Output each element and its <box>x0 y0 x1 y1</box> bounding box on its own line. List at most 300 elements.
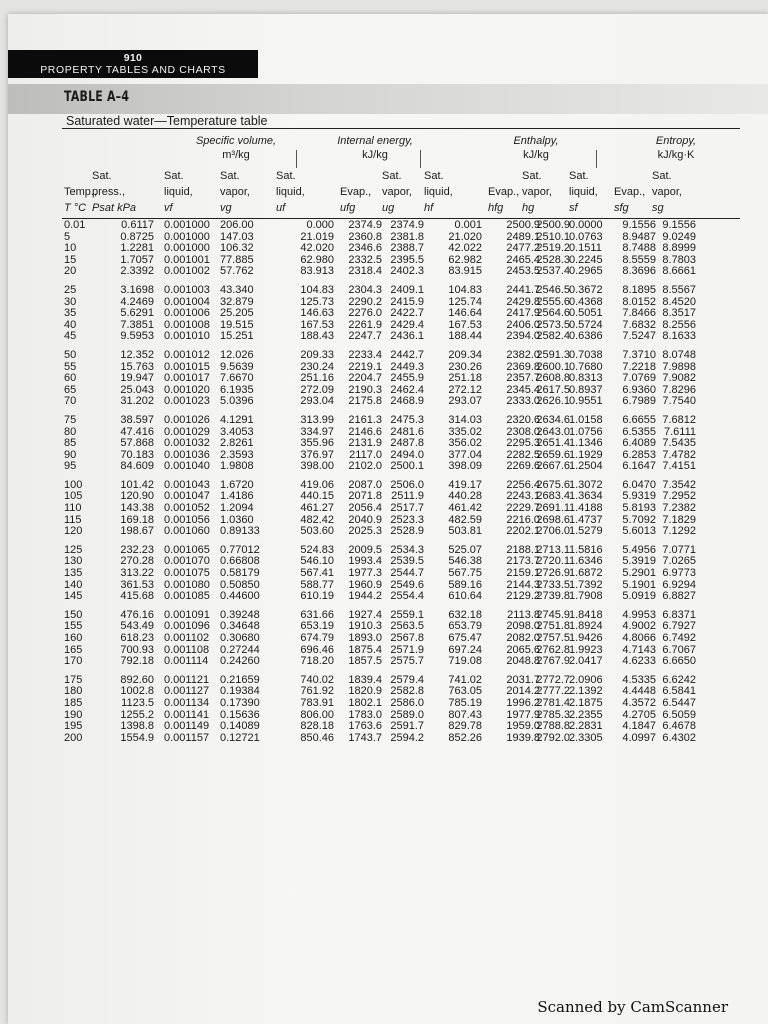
cell-ufg: 2332.5 <box>348 253 382 266</box>
cell-sg: 7.4782 <box>662 448 696 461</box>
cell-vg: 0.39248 <box>220 608 260 621</box>
cell-hfg: 1939.8 <box>506 731 540 744</box>
column-header-line: liquid, <box>164 186 193 198</box>
cell-uf: 21.019 <box>300 230 334 243</box>
cell-uf: 272.09 <box>300 383 334 396</box>
cell-hfg: 2417.9 <box>506 307 540 320</box>
cell-hfg: 2048.8 <box>506 655 540 668</box>
cell-hg: 2745.9 <box>536 608 570 621</box>
cell-sfg: 5.6013 <box>622 525 656 538</box>
cell-ufg: 2360.8 <box>348 230 382 243</box>
cell-vg: 3.4053 <box>220 425 254 438</box>
cell-uf: 524.83 <box>300 543 334 556</box>
cell-hfg: 2098.0 <box>506 620 540 633</box>
cell-vf: 0.001006 <box>164 307 210 320</box>
column-header-line <box>340 168 382 184</box>
cell-sfg: 6.1647 <box>622 460 656 473</box>
cell-ug: 2549.6 <box>390 578 424 591</box>
column-header-line: vapor, <box>220 186 250 198</box>
cell-ufg: 2219.1 <box>348 360 382 373</box>
cell-hg: 2777.2 <box>536 685 570 698</box>
cell-sfg: 7.3710 <box>622 348 656 361</box>
column-header-line: vf <box>164 202 173 214</box>
cell-vf: 0.001004 <box>164 295 210 308</box>
cell-temp: 20 <box>64 265 77 278</box>
cell-vf: 0.001114 <box>164 655 209 668</box>
cell-sfg: 5.7092 <box>622 513 656 526</box>
cell-hf: 314.03 <box>448 413 482 426</box>
cell-sg: 7.0771 <box>662 543 696 556</box>
cell-sg: 7.0265 <box>662 555 696 568</box>
cell-hfg: 2345.4 <box>506 383 540 396</box>
cell-ug: 2436.1 <box>390 330 424 343</box>
cell-hfg: 2441.7 <box>506 283 540 296</box>
cell-uf: 42.020 <box>300 242 334 255</box>
cell-sf: 0.7680 <box>569 360 603 373</box>
cell-uf: 461.27 <box>300 502 334 515</box>
cell-vf: 0.001003 <box>164 283 210 296</box>
cell-sf: 0.5724 <box>569 318 603 331</box>
column-header-vg <box>220 168 272 216</box>
cell-hf: 62.982 <box>448 253 482 266</box>
cell-hg: 2762.8 <box>536 643 570 656</box>
cell-press: 12.352 <box>120 348 154 361</box>
cell-sg: 7.4151 <box>662 460 696 473</box>
cell-vg: 0.19384 <box>220 685 260 698</box>
cell-sg: 6.8371 <box>662 608 696 621</box>
column-header-line: Sat. <box>522 170 542 182</box>
cell-vf: 0.001000 <box>164 242 210 255</box>
cell-sf: 1.6872 <box>569 567 603 580</box>
cell-uf: 806.00 <box>300 708 334 721</box>
cell-temp: 170 <box>64 655 83 668</box>
table-title: Saturated water—Temperature table <box>66 114 268 128</box>
cell-hfg: 2308.0 <box>506 425 540 438</box>
cell-uf: 355.96 <box>300 437 334 450</box>
cell-hf: 104.83 <box>448 283 482 296</box>
cell-ug: 2494.0 <box>390 448 424 461</box>
cell-hg: 2675.6 <box>536 478 570 491</box>
cell-hf: 829.78 <box>448 720 482 733</box>
cell-ufg: 2247.7 <box>348 330 382 343</box>
cell-press: 198.67 <box>120 525 154 538</box>
cell-hf: 0.001 <box>454 219 482 231</box>
cell-temp: 25 <box>64 283 77 296</box>
cell-sf: 1.2504 <box>569 460 603 473</box>
cell-ufg: 2161.3 <box>348 413 382 426</box>
cell-sfg: 6.5355 <box>622 425 656 438</box>
cell-vg: 147.03 <box>220 230 254 243</box>
cell-temp: 155 <box>64 620 83 633</box>
cell-hfg: 2129.2 <box>506 590 540 603</box>
cell-hf: 546.38 <box>448 555 482 568</box>
cell-hfg: 2256.4 <box>506 478 540 491</box>
cell-hfg: 2188.1 <box>506 543 540 556</box>
cell-sfg: 5.9319 <box>622 490 656 503</box>
cell-temp: 140 <box>64 578 83 591</box>
cell-vg: 5.0396 <box>220 395 254 408</box>
cell-vf: 0.001070 <box>164 555 210 568</box>
table-row <box>64 698 744 710</box>
cell-hg: 2573.5 <box>536 318 570 331</box>
cell-ufg: 2131.9 <box>348 437 382 450</box>
cell-temp: 50 <box>64 348 77 361</box>
cell-temp: 10 <box>64 242 77 255</box>
cell-uf: 696.46 <box>300 643 334 656</box>
group-header <box>496 134 576 162</box>
cell-press: 101.42 <box>120 478 154 491</box>
cell-sf: 1.9923 <box>569 643 603 656</box>
cell-vg: 9.5639 <box>220 360 254 373</box>
cell-hg: 2564.6 <box>536 307 570 320</box>
cell-vf: 0.001043 <box>164 478 210 491</box>
cell-sf: 1.7908 <box>569 590 603 603</box>
cell-vg: 19.515 <box>220 318 254 331</box>
column-header-line <box>614 168 656 184</box>
cell-press: 31.202 <box>120 395 154 408</box>
table-row <box>64 266 744 278</box>
cell-hfg: 2113.8 <box>507 608 540 621</box>
cell-hfg: 2173.7 <box>506 555 540 568</box>
table-row <box>64 721 744 733</box>
cell-hf: 482.59 <box>448 513 482 526</box>
cell-vf: 0.001026 <box>164 413 210 426</box>
cell-hf: 188.44 <box>448 330 482 343</box>
cell-sfg: 5.4956 <box>622 543 656 556</box>
cell-uf: 313.99 <box>300 413 334 426</box>
cell-vf: 0.001060 <box>164 525 210 538</box>
cell-vf: 0.001036 <box>164 448 210 461</box>
cell-hfg: 2229.7 <box>506 502 540 515</box>
column-header-line: Sat. <box>92 170 112 182</box>
cell-sf: 0.7038 <box>569 348 603 361</box>
cell-ug: 2487.8 <box>390 437 424 450</box>
column-header-line: Psat kPa <box>92 202 137 214</box>
cell-temp: 180 <box>64 685 83 698</box>
cell-vf: 0.001091 <box>164 608 210 621</box>
cell-sfg: 5.0919 <box>622 590 656 603</box>
column-header-line: Sat. <box>652 170 672 182</box>
cell-vf: 0.001052 <box>164 502 210 515</box>
cell-ug: 2468.9 <box>390 395 424 408</box>
cell-sf: 1.8924 <box>569 620 603 633</box>
cell-press: 9.5953 <box>120 330 154 343</box>
cell-sg: 8.1633 <box>662 330 696 343</box>
cell-sg: 7.9082 <box>662 372 696 385</box>
cell-hf: 503.81 <box>448 525 482 538</box>
cell-hg: 2643.0 <box>536 425 570 438</box>
table-top-rule <box>62 128 740 129</box>
cell-uf: 740.02 <box>300 673 334 686</box>
row-group <box>64 610 744 668</box>
cell-press: 3.1698 <box>120 283 154 296</box>
column-header-line: liquid, <box>276 186 305 198</box>
cell-ug: 2481.6 <box>390 425 424 438</box>
cell-hfg: 2065.6 <box>506 643 540 656</box>
cell-vf: 0.001008 <box>164 318 210 331</box>
cell-uf: 631.66 <box>300 608 334 621</box>
cell-vf: 0.001002 <box>164 265 210 278</box>
column-header-line: Evap., <box>340 186 372 198</box>
cell-sg: 6.5447 <box>662 696 696 709</box>
cell-hg: 2659.6 <box>536 448 570 461</box>
cell-sf: 1.1929 <box>569 448 603 461</box>
cell-temp: 85 <box>64 437 77 450</box>
cell-temp: 15 <box>64 253 77 266</box>
cell-sg: 6.5841 <box>662 685 696 698</box>
cell-sf: 2.1875 <box>569 696 603 709</box>
cell-vf: 0.001096 <box>164 620 210 633</box>
cell-hf: 42.022 <box>448 242 482 255</box>
cell-sfg: 8.3696 <box>622 265 656 278</box>
cell-hf: 741.02 <box>448 673 482 686</box>
cell-hfg: 2394.0 <box>506 330 540 343</box>
column-header-line: Evap., <box>488 186 520 198</box>
cell-sg: 7.2382 <box>662 502 696 515</box>
column-header-line: vapor, <box>382 186 412 198</box>
cell-sfg: 8.5559 <box>622 253 656 266</box>
table-row <box>64 438 744 450</box>
column-header-line: Sat. <box>569 170 589 182</box>
cell-vf: 0.001032 <box>164 437 210 450</box>
cell-sfg: 4.1847 <box>622 720 656 733</box>
cell-vf: 0.001029 <box>164 425 210 438</box>
cell-vf: 0.001108 <box>164 643 210 656</box>
cell-ufg: 1802.1 <box>348 696 382 709</box>
cell-sg: 8.2556 <box>662 318 696 331</box>
cell-uf: 209.33 <box>300 348 334 361</box>
cell-temp: 105 <box>64 490 83 503</box>
cell-hg: 2781.4 <box>536 696 570 709</box>
cell-vg: 0.27244 <box>220 643 260 656</box>
cell-sf: 0.4368 <box>569 295 603 308</box>
cell-vf: 0.001000 <box>164 230 210 243</box>
cell-uf: 334.97 <box>300 425 334 438</box>
cell-vf: 0.001001 <box>164 253 210 266</box>
cell-hf: 21.020 <box>448 230 482 243</box>
cell-sf: 1.7392 <box>569 578 603 591</box>
cell-sf: 0.1511 <box>569 242 602 255</box>
cell-sfg: 5.1901 <box>622 578 656 591</box>
cell-ufg: 2190.3 <box>348 383 382 396</box>
cell-vg: 0.50850 <box>220 578 260 591</box>
cell-sfg: 6.7989 <box>622 395 656 408</box>
cell-sf: 0.0763 <box>569 230 603 243</box>
cell-press: 415.68 <box>120 590 154 603</box>
cell-press: 792.18 <box>120 655 154 668</box>
cell-hf: 719.08 <box>448 655 482 668</box>
cell-sg: 9.0249 <box>662 230 696 243</box>
cell-ufg: 2290.2 <box>348 295 382 308</box>
group-unit: kJ/kg <box>523 149 549 161</box>
cell-ufg: 2087.0 <box>348 478 382 491</box>
cell-press: 2.3392 <box>120 265 154 278</box>
column-header-ufg <box>340 168 382 216</box>
cell-vf: 0.001149 <box>164 720 210 733</box>
cell-vf: 0.001040 <box>164 460 210 473</box>
cell-hfg: 2295.3 <box>506 437 540 450</box>
group-separator <box>296 150 297 168</box>
cell-vg: 2.8261 <box>220 437 254 450</box>
column-header-line: hfg <box>488 202 504 214</box>
page-number: 910 <box>123 52 143 64</box>
cell-hf: 763.05 <box>448 685 482 698</box>
cell-uf: 440.15 <box>300 490 334 503</box>
cell-sg: 9.1556 <box>662 219 696 231</box>
column-header-line: T °C <box>64 202 87 214</box>
cell-vf: 0.001065 <box>164 543 210 556</box>
cell-vf: 0.001015 <box>164 360 210 373</box>
cell-temp: 185 <box>64 696 83 709</box>
group-header <box>330 134 420 162</box>
cell-sg: 6.7492 <box>662 632 696 644</box>
column-header-line: Sat. <box>220 170 240 182</box>
group-name: Enthalpy, <box>513 135 559 147</box>
cell-uf: 783.91 <box>300 696 334 709</box>
table-row <box>64 415 744 427</box>
row-group <box>64 220 744 278</box>
cell-hg: 2788.8 <box>536 720 570 733</box>
cell-hfg: 2159.1 <box>506 567 540 580</box>
cell-vg: 0.17390 <box>220 696 260 709</box>
cell-hf: 272.12 <box>448 383 482 396</box>
table-row <box>64 633 744 645</box>
cell-sfg: 4.9002 <box>622 620 656 633</box>
cell-hg: 2510.1 <box>536 230 570 243</box>
cell-sg: 6.5059 <box>662 708 696 721</box>
cell-vf: 0.001047 <box>164 490 210 503</box>
cell-ug: 2594.2 <box>390 731 424 744</box>
cell-temp: 195 <box>64 720 83 733</box>
column-header-line: vg <box>220 202 232 214</box>
cell-hg: 2667.6 <box>536 460 570 473</box>
cell-ug: 2462.4 <box>390 383 424 396</box>
cell-temp: 115 <box>64 513 82 526</box>
group-header <box>636 134 716 162</box>
column-header-line: sg <box>652 202 664 214</box>
table-row <box>64 220 744 232</box>
cell-vg: 106.32 <box>220 242 254 255</box>
cell-press: 361.53 <box>120 578 154 591</box>
column-header-line: Sat. <box>382 170 402 182</box>
cell-press: 476.16 <box>120 608 154 621</box>
cell-ug: 2559.1 <box>390 608 424 621</box>
cell-hfg: 2031.7 <box>506 673 540 686</box>
cell-press: 4.2469 <box>120 295 154 308</box>
table-row <box>64 733 744 745</box>
cell-sfg: 7.5247 <box>622 330 656 343</box>
cell-vf: 0.001085 <box>164 590 210 603</box>
column-header-line: vapor, <box>652 186 682 198</box>
cell-ug: 2511.9 <box>391 490 424 503</box>
cell-hf: 785.19 <box>448 696 482 709</box>
cell-hg: 2706.0 <box>536 525 570 538</box>
cell-ug: 2449.3 <box>390 360 424 373</box>
cell-vg: 57.762 <box>220 265 254 278</box>
column-header-line: Temp., <box>64 186 98 198</box>
cell-hf: 653.79 <box>448 620 482 633</box>
cell-sf: 2.3305 <box>569 731 603 744</box>
cell-sg: 8.5567 <box>662 283 696 296</box>
cell-hg: 2608.8 <box>536 372 570 385</box>
cell-ufg: 1783.0 <box>348 708 382 721</box>
cell-hf: 146.64 <box>448 307 482 320</box>
cell-sg: 7.6111 <box>663 425 696 438</box>
cell-press: 19.947 <box>120 372 154 385</box>
cell-sfg: 6.9360 <box>622 383 656 396</box>
cell-vf: 0.001012 <box>164 348 210 361</box>
table-row <box>64 285 744 297</box>
cell-sg: 7.5435 <box>662 437 696 450</box>
cell-ufg: 1993.4 <box>348 555 382 568</box>
cell-vf: 0.001141 <box>164 708 210 721</box>
column-header-line: sfg <box>614 202 629 214</box>
cell-vg: 32.879 <box>220 295 254 308</box>
cell-vf: 0.001102 <box>164 632 210 644</box>
table-id: TABLE A–4 <box>64 89 130 105</box>
cell-ug: 2442.7 <box>390 348 424 361</box>
cell-vf: 0.001127 <box>164 685 210 698</box>
cell-ug: 2554.4 <box>390 590 424 603</box>
cell-hg: 2792.0 <box>536 731 570 744</box>
cell-uf: 0.000 <box>306 219 334 231</box>
cell-vg: 1.6720 <box>220 478 254 491</box>
cell-ug: 2582.8 <box>390 685 424 698</box>
cell-press: 38.597 <box>120 413 154 426</box>
cell-press: 1398.8 <box>120 720 154 733</box>
cell-sfg: 5.3919 <box>622 555 656 568</box>
cell-sfg: 9.1556 <box>622 219 656 231</box>
column-header-line: Sat. <box>276 170 296 182</box>
cell-ug: 2395.5 <box>390 253 424 266</box>
cell-sg: 8.4520 <box>662 295 696 308</box>
row-group <box>64 350 744 408</box>
cell-hg: 2757.5 <box>536 632 570 644</box>
cell-sg: 6.7927 <box>662 620 696 633</box>
cell-hfg: 2202.1 <box>506 525 540 538</box>
cell-vf: 0.001080 <box>164 578 210 591</box>
cell-press: 70.183 <box>120 448 154 461</box>
cell-ufg: 2056.4 <box>348 502 382 515</box>
cell-vf: 0.001020 <box>164 383 210 396</box>
cell-vg: 7.6670 <box>220 372 254 385</box>
cell-ufg: 2146.6 <box>348 425 382 438</box>
cell-vf: 0.001134 <box>164 696 210 709</box>
cell-ug: 2506.0 <box>390 478 424 491</box>
cell-vg: 1.2094 <box>220 502 254 515</box>
cell-uf: 125.73 <box>300 295 334 308</box>
cell-hg: 2591.3 <box>536 348 570 361</box>
cell-sg: 8.7803 <box>662 253 696 266</box>
cell-hf: 589.16 <box>448 578 482 591</box>
cell-sfg: 6.0470 <box>622 478 656 491</box>
cell-hfg: 2500.9 <box>506 219 540 231</box>
cell-hf: 697.24 <box>448 643 482 656</box>
cell-temp: 175 <box>64 673 83 686</box>
cell-ufg: 2117.0 <box>349 448 382 461</box>
table-row <box>64 350 744 362</box>
cell-ug: 2528.9 <box>390 525 424 538</box>
cell-sfg: 7.2218 <box>622 360 656 373</box>
table-row <box>64 308 744 320</box>
cell-hfg: 2477.2 <box>506 242 540 255</box>
cell-ufg: 2233.4 <box>348 348 382 361</box>
table-row <box>64 591 744 603</box>
cell-sf: 0.5051 <box>569 307 603 320</box>
cell-uf: 546.10 <box>300 555 334 568</box>
cell-temp: 45 <box>64 330 77 343</box>
cell-hg: 2739.8 <box>536 590 570 603</box>
